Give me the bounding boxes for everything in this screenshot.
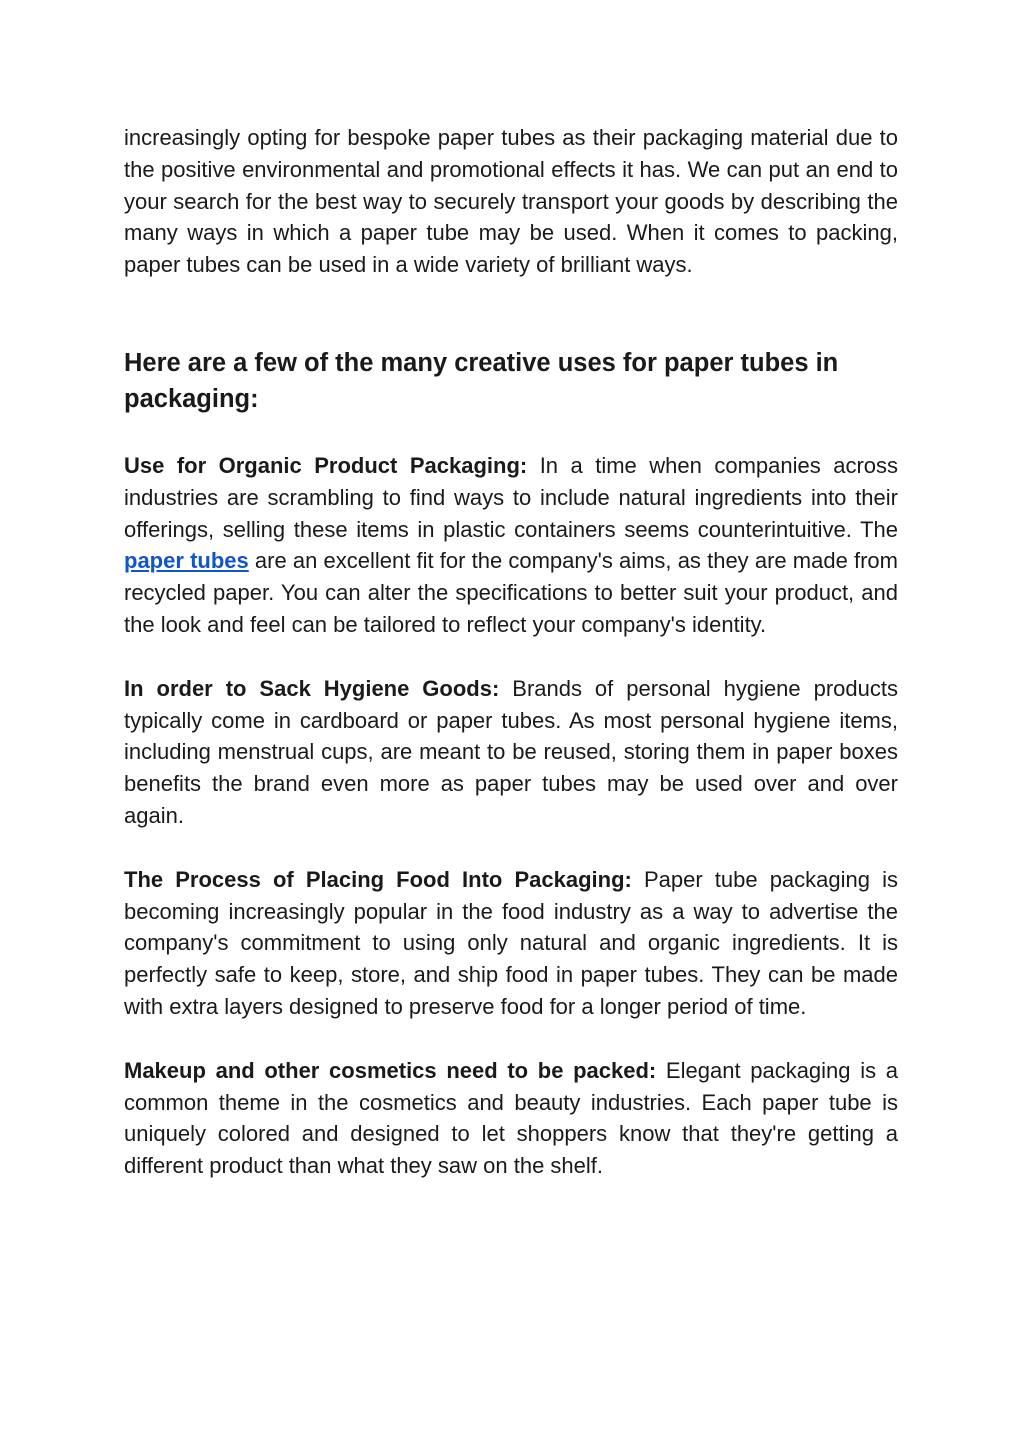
heading-container xyxy=(124,345,898,417)
section-text: Elegant packaging is a common theme in the cosmetics and beauty industries. Each paper tube is uniquely colored and designed to let shoppers know that they're getting a different product than what they saw on the shelf. xyxy=(124,1057,898,1179)
section-title: In order to Sack Hygiene Goods: xyxy=(124,675,500,701)
section-title: Use for Organic Product Packaging: xyxy=(124,452,528,478)
section-heading: Here are a few of the many creative uses for paper tubes in packaging: xyxy=(124,348,839,413)
section-title: The Process of Placing Food Into Packaging: xyxy=(124,866,632,892)
section-text: Brands of personal hygiene products typically come in cardboard or paper tubes. As most personal hygiene items, including menstrual cups, are meant to be reused, storing them in paper boxes benefits the brand even more as paper tubes may be used over and over again. xyxy=(124,675,898,828)
section-paragraph xyxy=(124,673,898,832)
paper-tubes-link[interactable]: paper tubes xyxy=(124,548,249,574)
section-title: Makeup and other cosmetics need to be packed: xyxy=(124,1057,657,1083)
section-cosmetics-packaging xyxy=(124,1055,898,1182)
section-paragraph xyxy=(124,450,898,641)
section-text: In a time when companies across industries are scrambling to find ways to include natural ingredients into their offerings, selling these items in plastic containers seems counterintuitive. The xyxy=(124,452,899,542)
intro-paragraph: increasingly opting for bespoke paper tubes as their packaging material due to the positive environmental and promotional effects it has. We can put an end to your search for the best way to securely transport your goods by describing the many ways in which a paper tube may be used. When it comes to packing, paper tubes can be used in a wide variety of brilliant ways. xyxy=(124,125,898,278)
document-page xyxy=(124,122,898,1214)
section-paragraph xyxy=(124,864,898,1023)
section-food-packaging xyxy=(124,864,898,1023)
section-paragraph xyxy=(124,1055,898,1182)
section-hygiene-goods xyxy=(124,673,898,832)
section-organic-packaging xyxy=(124,450,898,641)
section-text: are an excellent fit for the company's aims, as they are made from recycled paper. You can alter the specifications to better suit your product, and the look and feel can be tailored to reflect your company's identity. xyxy=(124,548,898,637)
section-text: Paper tube packaging is becoming increasingly popular in the food industry as a way to advertise the company's commitment to using only natural and organic ingredients. It is perfectly safe to keep, store, and ship food in paper tubes. They can be made with extra layers designed to preserve food for a longer period of time. xyxy=(124,866,898,1019)
